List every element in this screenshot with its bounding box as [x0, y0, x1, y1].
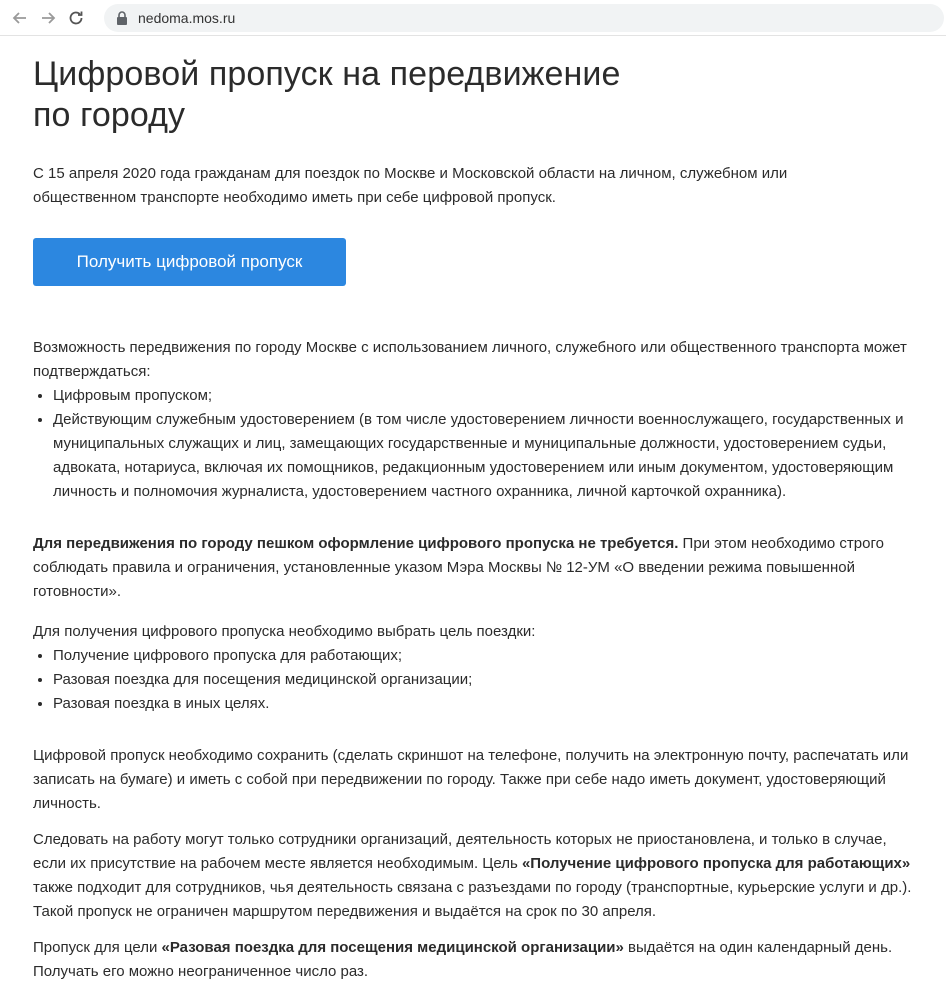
reload-button[interactable] [62, 4, 90, 32]
get-digital-pass-button[interactable]: Получить цифровой пропуск [33, 238, 346, 286]
save-pass-paragraph: Цифровой пропуск необходимо сохранить (сделать скриншот на телефоне, получить на электронную почту, распечатать или записать на бумаге) и иметь с собой при передвижении по городу. Также при себе надо иметь документ, удостоверяющий личность. [33, 747, 909, 812]
medical-paragraph [33, 936, 918, 984]
page-title [33, 54, 693, 136]
page-title-line1: Цифровой пропуск на передвижение [33, 55, 621, 93]
work-text-2: также подходит для сотрудников, чья деятельность связана с разъездами по городу (транспортные, курьерские услуги и др.). Такой пропуск не ограничен маршрутом передвижения и выдаётся на срок по 30 апреля. [33, 879, 912, 920]
arrow-left-icon [11, 9, 29, 27]
reload-icon [67, 9, 85, 27]
list-item: • Цифровым пропуском; [53, 384, 918, 408]
purpose-intro: Для получения цифрового пропуска необходимо выбрать цель поездки: [33, 623, 536, 640]
purpose-section [33, 620, 918, 716]
browser-toolbar [0, 0, 946, 36]
list-item: • Разовая поездка для посещения медицинской организации; [53, 668, 918, 692]
lock-icon [116, 11, 128, 25]
arrow-right-icon [39, 9, 57, 27]
medical-text-2: выдаётся на один календарный день. Получать его можно неограниченное число раз. [33, 939, 893, 980]
back-button[interactable] [6, 4, 34, 32]
list-item: • Разовая поездка в иных целях. [53, 692, 918, 716]
medical-bold-text: «Разовая поездка для посещения медицинской организации» [161, 939, 624, 956]
list-item: • Действующим служебным удостоверением (в том числе удостоверением личности военнослужащего, государственных и муниципальных служащих и лиц, замещающих государственные и муниципальные должности, удостоверением судьи, адвоката, нотариуса, включая их помощников, редакционным удостоверением или иным документом, удостоверяющим личность и полномочия журналиста, удостоверением частного охранника, личной карточкой охранника). [53, 408, 918, 504]
transport-list [33, 384, 918, 504]
url-text: nedoma.mos.ru [138, 9, 236, 26]
work-paragraph [33, 828, 918, 924]
pedestrian-bold-text: Для передвижения по городу пешком оформление цифрового пропуска не требуется. [33, 535, 679, 552]
pedestrian-text: При этом необходимо строго соблюдать правила и ограничения, установленные указом Мэра Москвы № 12-УМ «О введении режима повышенной готовности». [33, 535, 884, 600]
list-item: • Получение цифрового пропуска для работающих; [53, 644, 918, 668]
lead-paragraph: С 15 апреля 2020 года гражданам для поездок по Москве и Московской области на личном, служебном или общественном транспорте необходимо иметь при себе цифровой пропуск. [33, 165, 788, 206]
medical-text-1: Пропуск для цели [33, 939, 162, 956]
work-text-1: Следовать на работу могут только сотрудники организаций, деятельность которых не приостановлена, и только в случае, если их присутствие на рабочем месте является необходимым. Цель [33, 831, 887, 872]
work-bold-text: «Получение цифрового пропуска для работающих» [521, 855, 911, 872]
main-content [0, 54, 912, 984]
address-bar[interactable] [104, 4, 944, 32]
transport-intro: Возможность передвижения по городу Москве с использованием личного, служебного или общественного транспорта может подтверждаться: [33, 339, 907, 380]
pedestrian-paragraph [33, 532, 918, 604]
page-title-line2: по городу [33, 96, 186, 134]
transport-section [33, 336, 918, 504]
purpose-list [33, 644, 918, 716]
forward-button[interactable] [34, 4, 62, 32]
